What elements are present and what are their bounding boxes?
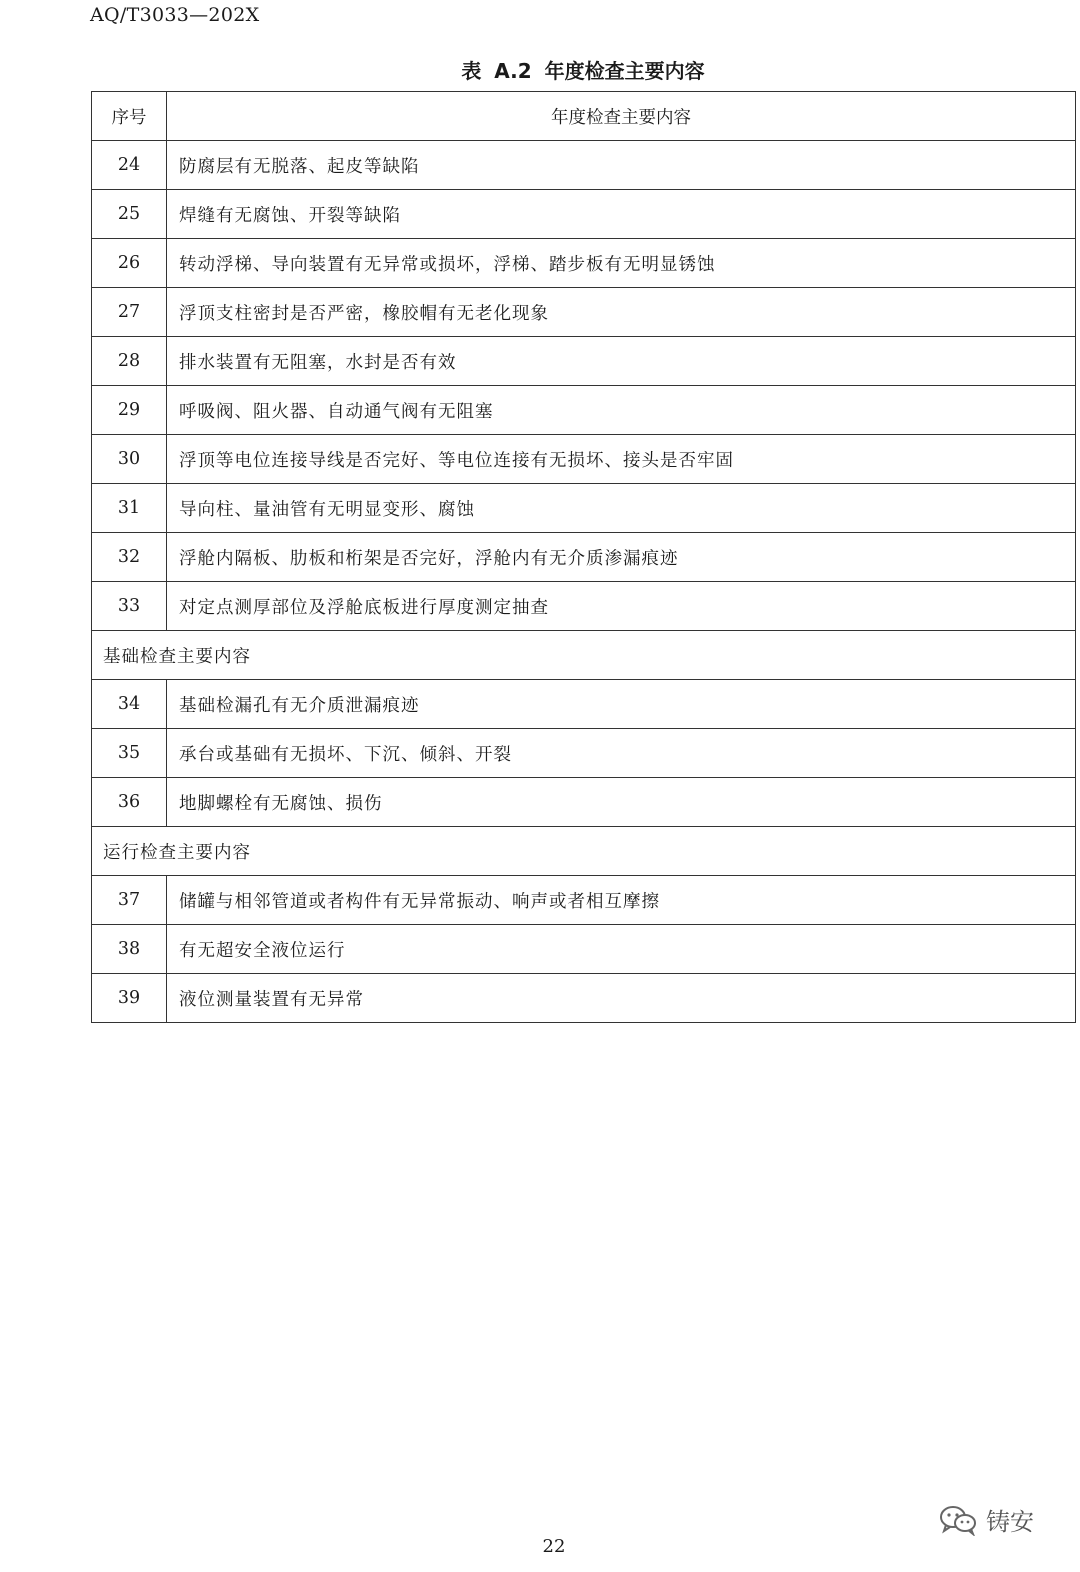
row-content: 基础检漏孔有无介质泄漏痕迹 — [167, 680, 1076, 729]
row-content: 浮顶等电位连接导线是否完好、等电位连接有无损坏、接头是否牢固 — [167, 435, 1076, 484]
table-row — [92, 239, 1076, 288]
row-number: 38 — [92, 925, 167, 974]
header-content: 年度检查主要内容 — [167, 92, 1076, 141]
row-number: 29 — [92, 386, 167, 435]
row-number: 37 — [92, 876, 167, 925]
section-title: 运行检查主要内容 — [92, 827, 1076, 876]
row-number: 27 — [92, 288, 167, 337]
row-content: 液位测量装置有无异常 — [167, 974, 1076, 1023]
row-content: 导向柱、量油管有无明显变形、腐蚀 — [167, 484, 1076, 533]
table-row — [92, 974, 1076, 1023]
row-content: 排水装置有无阻塞，水封是否有效 — [167, 337, 1076, 386]
table-row — [92, 778, 1076, 827]
table-row — [92, 680, 1076, 729]
table-row — [92, 582, 1076, 631]
watermark — [938, 1502, 1034, 1537]
table-row — [92, 190, 1076, 239]
table-row — [92, 435, 1076, 484]
header-number: 序号 — [92, 92, 167, 141]
row-content: 储罐与相邻管道或者构件有无异常振动、响声或者相互摩擦 — [167, 876, 1076, 925]
table-row — [92, 925, 1076, 974]
row-number: 24 — [92, 141, 167, 190]
row-content: 有无超安全液位运行 — [167, 925, 1076, 974]
row-number: 26 — [92, 239, 167, 288]
table-row — [92, 876, 1076, 925]
row-number: 30 — [92, 435, 167, 484]
table-row — [92, 386, 1076, 435]
table-row — [92, 288, 1076, 337]
table-row — [92, 484, 1076, 533]
row-content: 防腐层有无脱落、起皮等缺陷 — [167, 141, 1076, 190]
page-number: 22 — [542, 1536, 566, 1557]
table-title: 表 A.2 年度检查主要内容 — [461, 59, 705, 83]
row-number: 33 — [92, 582, 167, 631]
row-content: 呼吸阀、阻火器、自动通气阀有无阻塞 — [167, 386, 1076, 435]
row-content: 浮顶支柱密封是否严密，橡胶帽有无老化现象 — [167, 288, 1076, 337]
row-number: 32 — [92, 533, 167, 582]
row-content: 转动浮梯、导向装置有无异常或损坏，浮梯、踏步板有无明显锈蚀 — [167, 239, 1076, 288]
row-content: 对定点测厚部位及浮舱底板进行厚度测定抽查 — [167, 582, 1076, 631]
row-number: 39 — [92, 974, 167, 1023]
inspection-table — [91, 91, 1076, 1023]
row-number: 28 — [92, 337, 167, 386]
table-body — [92, 141, 1076, 1023]
row-number: 36 — [92, 778, 167, 827]
table-row — [92, 533, 1076, 582]
section-title: 基础检查主要内容 — [92, 631, 1076, 680]
section-row — [92, 631, 1076, 680]
watermark-text: 铸安 — [986, 1508, 1034, 1536]
table-row — [92, 141, 1076, 190]
table-row — [92, 337, 1076, 386]
row-number: 31 — [92, 484, 167, 533]
document-code: AQ/T3033—202X — [90, 4, 260, 26]
wechat-icon — [938, 1504, 978, 1536]
row-content: 浮舱内隔板、肋板和桁架是否完好，浮舱内有无介质渗漏痕迹 — [167, 533, 1076, 582]
row-number: 35 — [92, 729, 167, 778]
row-number: 34 — [92, 680, 167, 729]
section-row — [92, 827, 1076, 876]
row-number: 25 — [92, 190, 167, 239]
row-content: 焊缝有无腐蚀、开裂等缺陷 — [167, 190, 1076, 239]
row-content: 承台或基础有无损坏、下沉、倾斜、开裂 — [167, 729, 1076, 778]
table-header-row — [92, 92, 1076, 141]
row-content: 地脚螺栓有无腐蚀、损伤 — [167, 778, 1076, 827]
table-row — [92, 729, 1076, 778]
